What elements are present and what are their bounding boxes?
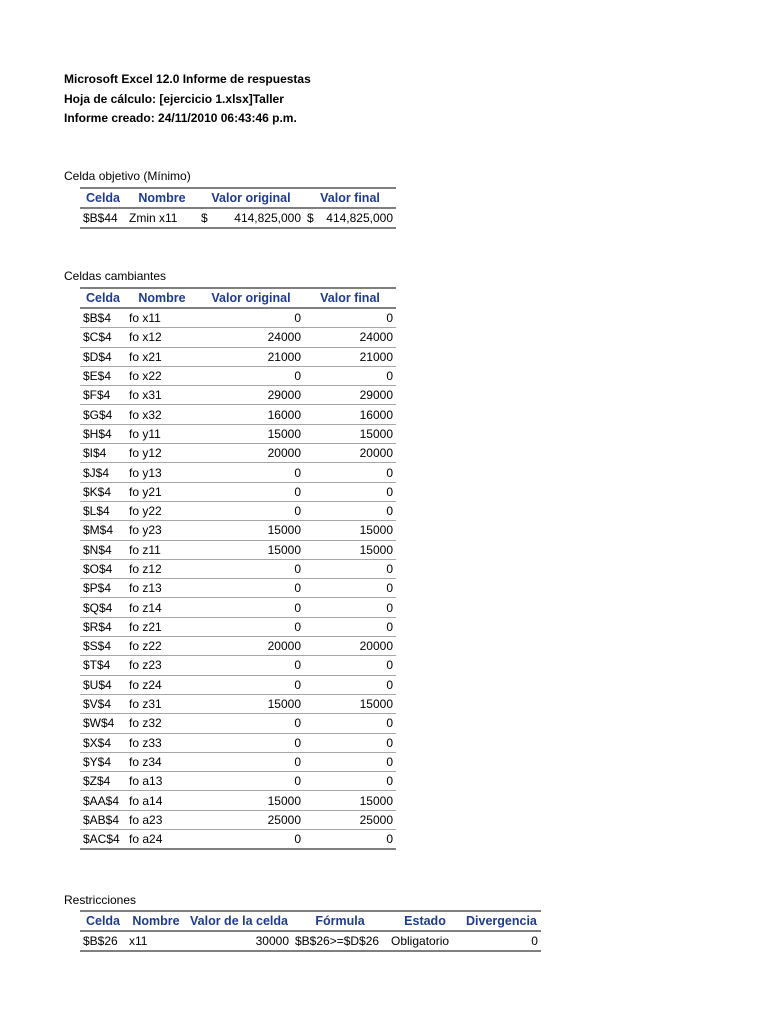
cell-name: fo z14 <box>126 598 198 617</box>
cell-name: fo y22 <box>126 501 198 520</box>
cell-ref: $Z$4 <box>80 772 126 791</box>
final-value: 0 <box>304 733 396 752</box>
cell-ref: $M$4 <box>80 521 126 540</box>
cell-ref: $L$4 <box>80 501 126 520</box>
original-value: 15000 <box>198 521 304 540</box>
col-header-divergencia: Divergencia <box>462 911 541 931</box>
table-row <box>80 791 396 810</box>
cell-ref: $AA$4 <box>80 791 126 810</box>
original-value: 0 <box>198 463 304 482</box>
currency-symbol: $ <box>201 211 208 226</box>
table-row <box>80 830 396 850</box>
changing-section-title: Celdas cambiantes <box>64 269 167 283</box>
table-row <box>80 328 396 347</box>
table-row <box>80 617 396 636</box>
cell-ref: $K$4 <box>80 482 126 501</box>
cell-ref: $H$4 <box>80 424 126 443</box>
final-value <box>304 208 396 228</box>
table-row <box>80 308 396 328</box>
table-row <box>80 501 396 520</box>
cell-ref: $C$4 <box>80 328 126 347</box>
cell-ref: $Y$4 <box>80 752 126 771</box>
cell-ref: $G$4 <box>80 405 126 424</box>
final-value: 0 <box>304 482 396 501</box>
original-value: 15000 <box>198 540 304 559</box>
col-header-formula: Fórmula <box>292 911 388 931</box>
final-value: 0 <box>304 617 396 636</box>
final-value: 29000 <box>304 386 396 405</box>
cell-name: fo z24 <box>126 675 198 694</box>
final-value: 20000 <box>304 637 396 656</box>
original-value: 25000 <box>198 810 304 829</box>
original-value: 0 <box>198 830 304 850</box>
original-value: 21000 <box>198 347 304 366</box>
table-row <box>80 366 396 385</box>
table-row <box>80 931 541 951</box>
cell-name: fo x31 <box>126 386 198 405</box>
final-value: 0 <box>304 675 396 694</box>
cell-name: fo z31 <box>126 694 198 713</box>
col-header-celda: Celda <box>80 911 126 931</box>
final-value: 16000 <box>304 405 396 424</box>
table-row <box>80 733 396 752</box>
cell-name: fo z11 <box>126 540 198 559</box>
final-value: 0 <box>304 830 396 850</box>
cell-ref: $N$4 <box>80 540 126 559</box>
final-amount: 414,825,000 <box>326 211 393 226</box>
original-value: 0 <box>198 598 304 617</box>
col-header-nombre: Nombre <box>126 288 198 308</box>
cell-ref: $J$4 <box>80 463 126 482</box>
cell-ref: $V$4 <box>80 694 126 713</box>
table-row <box>80 810 396 829</box>
original-value: 0 <box>198 656 304 675</box>
table-row <box>80 675 396 694</box>
original-value: 0 <box>198 752 304 771</box>
cell-name: fo x11 <box>126 308 198 328</box>
cell-name: fo a23 <box>126 810 198 829</box>
table-row <box>80 579 396 598</box>
cell-ref: $B$4 <box>80 308 126 328</box>
col-header-valor-celda: Valor de la celda <box>186 911 292 931</box>
final-value: 15000 <box>304 694 396 713</box>
cell-ref: $U$4 <box>80 675 126 694</box>
cell-name: fo x22 <box>126 366 198 385</box>
col-header-celda: Celda <box>80 188 126 208</box>
final-value: 25000 <box>304 810 396 829</box>
original-value: 0 <box>198 559 304 578</box>
table-row <box>80 559 396 578</box>
status: Obligatorio <box>388 931 462 951</box>
original-value: 0 <box>198 714 304 733</box>
final-value: 0 <box>304 579 396 598</box>
cell-ref: $P$4 <box>80 579 126 598</box>
table-row <box>80 424 396 443</box>
final-value: 21000 <box>304 347 396 366</box>
cell-ref: $W$4 <box>80 714 126 733</box>
cell-ref: $R$4 <box>80 617 126 636</box>
cell-ref: $E$4 <box>80 366 126 385</box>
table-row <box>80 347 396 366</box>
cell-ref: $S$4 <box>80 637 126 656</box>
col-header-valor-final: Valor final <box>304 188 396 208</box>
original-value: 0 <box>198 772 304 791</box>
col-header-valor-final: Valor final <box>304 288 396 308</box>
col-header-estado: Estado <box>388 911 462 931</box>
final-value: 15000 <box>304 521 396 540</box>
restrictions-table <box>80 910 541 952</box>
cell-ref: $F$4 <box>80 386 126 405</box>
original-value: 16000 <box>198 405 304 424</box>
table-row <box>80 208 396 228</box>
original-value: 15000 <box>198 694 304 713</box>
final-value: 0 <box>304 714 396 733</box>
original-amount: 414,825,000 <box>234 211 301 226</box>
cell-name: fo z22 <box>126 637 198 656</box>
original-value: 24000 <box>198 328 304 347</box>
cell-name: fo a13 <box>126 772 198 791</box>
report-header <box>64 70 311 129</box>
cell-name: fo x21 <box>126 347 198 366</box>
col-header-valor-original: Valor original <box>198 188 304 208</box>
cell-ref: $X$4 <box>80 733 126 752</box>
table-row <box>80 521 396 540</box>
table-row <box>80 637 396 656</box>
table-row <box>80 540 396 559</box>
cell-ref: $Q$4 <box>80 598 126 617</box>
final-value: 0 <box>304 656 396 675</box>
original-value: 0 <box>198 617 304 636</box>
cell-name: fo y11 <box>126 424 198 443</box>
cell-name: fo y23 <box>126 521 198 540</box>
cell-name: fo a14 <box>126 791 198 810</box>
changing-cells-table <box>80 287 396 850</box>
cell-name: x11 <box>126 931 186 951</box>
cell-value: 30000 <box>186 931 292 951</box>
final-value: 0 <box>304 308 396 328</box>
original-value: 0 <box>198 308 304 328</box>
table-row <box>80 656 396 675</box>
original-value: 0 <box>198 482 304 501</box>
table-row <box>80 463 396 482</box>
original-value: 20000 <box>198 637 304 656</box>
col-header-valor-original: Valor original <box>198 288 304 308</box>
cell-ref: $T$4 <box>80 656 126 675</box>
cell-ref: $D$4 <box>80 347 126 366</box>
cell-name: fo z21 <box>126 617 198 636</box>
cell-ref: $AC$4 <box>80 830 126 850</box>
final-value: 0 <box>304 598 396 617</box>
col-header-celda: Celda <box>80 288 126 308</box>
final-value: 20000 <box>304 444 396 463</box>
original-value: 29000 <box>198 386 304 405</box>
cell-name: fo y13 <box>126 463 198 482</box>
table-row <box>80 694 396 713</box>
cell-name: fo z13 <box>126 579 198 598</box>
table-row <box>80 405 396 424</box>
original-value: 0 <box>198 366 304 385</box>
col-header-nombre: Nombre <box>126 188 198 208</box>
cell-name: fo z23 <box>126 656 198 675</box>
original-value: 0 <box>198 579 304 598</box>
divergence: 0 <box>462 931 541 951</box>
cell-ref: $B$44 <box>80 208 126 228</box>
cell-name: fo y12 <box>126 444 198 463</box>
formula: $B$26>=$D$26 <box>292 931 388 951</box>
cell-ref: $AB$4 <box>80 810 126 829</box>
cell-name: fo z32 <box>126 714 198 733</box>
currency-symbol: $ <box>307 211 314 226</box>
final-value: 0 <box>304 366 396 385</box>
original-value: 15000 <box>198 424 304 443</box>
report-title: Microsoft Excel 12.0 Informe de respuestas <box>64 72 311 86</box>
cell-name: fo a24 <box>126 830 198 850</box>
final-value: 15000 <box>304 424 396 443</box>
table-row <box>80 598 396 617</box>
cell-name: fo z34 <box>126 752 198 771</box>
final-value: 0 <box>304 463 396 482</box>
worksheet-line: Hoja de cálculo: [ejercicio 1.xlsx]Taller <box>64 91 284 106</box>
original-value: 15000 <box>198 791 304 810</box>
final-value: 24000 <box>304 328 396 347</box>
final-value: 0 <box>304 772 396 791</box>
cell-name: fo x12 <box>126 328 198 347</box>
original-value: 20000 <box>198 444 304 463</box>
final-value: 15000 <box>304 791 396 810</box>
cell-name: fo z33 <box>126 733 198 752</box>
col-header-nombre: Nombre <box>126 911 186 931</box>
table-row <box>80 386 396 405</box>
table-row <box>80 752 396 771</box>
table-row <box>80 482 396 501</box>
final-value: 0 <box>304 752 396 771</box>
original-value: 0 <box>198 501 304 520</box>
table-row <box>80 714 396 733</box>
cell-ref: $O$4 <box>80 559 126 578</box>
final-value: 15000 <box>304 540 396 559</box>
original-value <box>198 208 304 228</box>
objective-table <box>80 187 396 229</box>
cell-name: Zmin x11 <box>126 208 198 228</box>
restrictions-section-title: Restricciones <box>64 893 137 907</box>
created-line: Informe creado: 24/11/2010 06:43:46 p.m. <box>64 111 297 125</box>
original-value: 0 <box>198 675 304 694</box>
cell-ref: $B$26 <box>80 931 126 951</box>
cell-name: fo y21 <box>126 482 198 501</box>
final-value: 0 <box>304 501 396 520</box>
table-row <box>80 772 396 791</box>
cell-ref: $I$4 <box>80 444 126 463</box>
objective-section-title: Celda objetivo (Mínimo) <box>64 169 191 183</box>
table-row <box>80 444 396 463</box>
original-value: 0 <box>198 733 304 752</box>
final-value: 0 <box>304 559 396 578</box>
cell-name: fo x32 <box>126 405 198 424</box>
cell-name: fo z12 <box>126 559 198 578</box>
